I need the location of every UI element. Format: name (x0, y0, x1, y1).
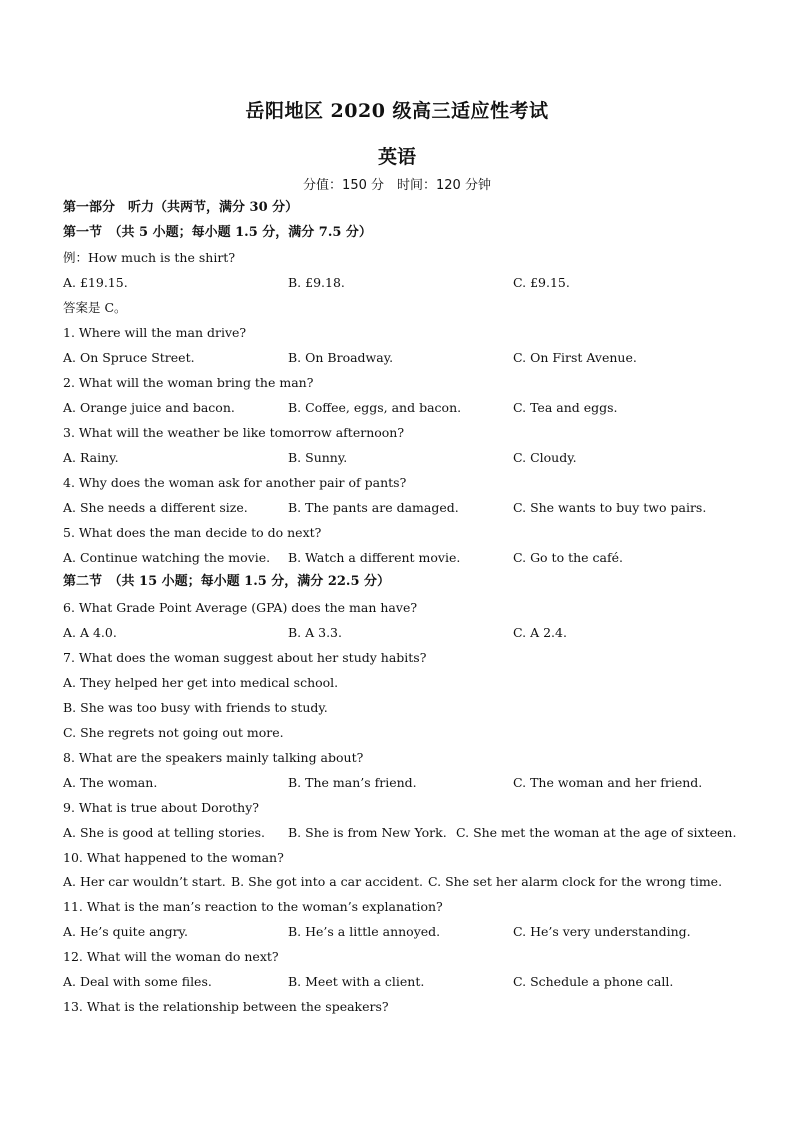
q3-option-b: B. Sunny. (288, 450, 348, 465)
example-question: 例：How much is the shirt? (63, 250, 236, 265)
q12-option-c: C. Schedule a phone call. (513, 974, 674, 989)
q6-option-a: A. A 4.0. (63, 625, 117, 640)
q8-option-a: A. The woman. (63, 775, 158, 790)
subject-title: 英语 (377, 146, 416, 168)
q12-option-b: B. Meet with a client. (288, 974, 425, 989)
part-heading: 第一部分 听力（共两节，满分 30 分） (63, 200, 299, 215)
q4-option-b: B. The pants are damaged. (288, 500, 459, 515)
q1-option-a: A. On Spruce Street. (63, 350, 195, 365)
exam-meta: 分值：150 分 时间：120 分钟 (303, 178, 491, 193)
question-6: 6. What Grade Point Average (GPA) does the man have? (63, 600, 418, 615)
question-5: 5. What does the man decide to do next? (63, 525, 322, 540)
question-9: 9. What is true about Dorothy? (63, 800, 259, 815)
q3-option-c: C. Cloudy. (513, 450, 577, 465)
q2-option-c: C. Tea and eggs. (513, 400, 618, 415)
q1-option-c: C. On First Avenue. (513, 350, 637, 365)
q4-option-a: A. She needs a different size. (63, 500, 248, 515)
q5-option-b: B. Watch a different movie. (288, 550, 461, 565)
q6-option-b: B. A 3.3. (288, 625, 342, 640)
question-13: 13. What is the relationship between the speakers? (63, 999, 389, 1014)
q2-option-b: B. Coffee, eggs, and bacon. (288, 400, 462, 415)
example-option-b: B. £9.18. (288, 275, 345, 290)
q10-option-c: C. She set her alarm clock for the wrong time. (428, 874, 723, 889)
q2-option-a: A. Orange juice and bacon. (63, 400, 235, 415)
q1-option-b: B. On Broadway. (288, 350, 394, 365)
q9-option-a: A. She is good at telling stories. (63, 825, 265, 840)
question-12: 12. What will the woman do next? (63, 949, 279, 964)
section-heading-2: 第二节 （共 15 小题；每小题 1.5 分，满分 22.5 分） (63, 574, 391, 589)
question-8: 8. What are the speakers mainly talking about? (63, 750, 364, 765)
question-11: 11. What is the man’s reaction to the woman’s explanation? (63, 899, 443, 914)
example-option-a: A. £19.15. (63, 275, 128, 290)
q10-option-b: B. She got into a car accident. (231, 874, 423, 889)
question-10: 10. What happened to the woman? (63, 850, 284, 865)
example-option-c: C. £9.15. (513, 275, 570, 290)
q11-option-a: A. He’s quite angry. (63, 924, 188, 939)
section-heading-1: 第一节 （共 5 小题；每小题 1.5 分，满分 7.5 分） (63, 225, 372, 240)
q5-option-a: A. Continue watching the movie. (63, 550, 271, 565)
q6-option-c: C. A 2.4. (513, 625, 567, 640)
q11-option-c: C. He’s very understanding. (513, 924, 691, 939)
question-4: 4. Why does the woman ask for another pair of pants? (63, 475, 407, 490)
q12-option-a: A. Deal with some files. (63, 974, 212, 989)
q8-option-c: C. The woman and her friend. (513, 775, 703, 790)
question-7: 7. What does the woman suggest about her study habits? (63, 650, 427, 665)
q11-option-b: B. He’s a little annoyed. (288, 924, 441, 939)
q3-option-a: A. Rainy. (63, 450, 119, 465)
question-2: 2. What will the woman bring the man? (63, 375, 314, 390)
q7-option-c: C. She regrets not going out more. (63, 725, 284, 740)
exam-title: 岳阳地区 2020 级高三适应性考试 (245, 100, 549, 122)
question-3: 3. What will the weather be like tomorrow afternoon? (63, 425, 405, 440)
q4-option-c: C. She wants to buy two pairs. (513, 500, 707, 515)
q8-option-b: B. The man’s friend. (288, 775, 417, 790)
q7-option-b: B. She was too busy with friends to study. (63, 700, 328, 715)
q7-option-a: A. They helped her get into medical school. (63, 675, 339, 690)
q10-option-a: A. Her car wouldn’t start. (63, 874, 226, 889)
q5-option-c: C. Go to the café. (513, 550, 623, 565)
example-answer: 答案是 C。 (63, 300, 127, 315)
q9-option-b: B. She is from New York. (288, 825, 447, 840)
q9-option-c: C. She met the woman at the age of sixteen. (456, 825, 737, 840)
question-1: 1. Where will the man drive? (63, 325, 247, 340)
